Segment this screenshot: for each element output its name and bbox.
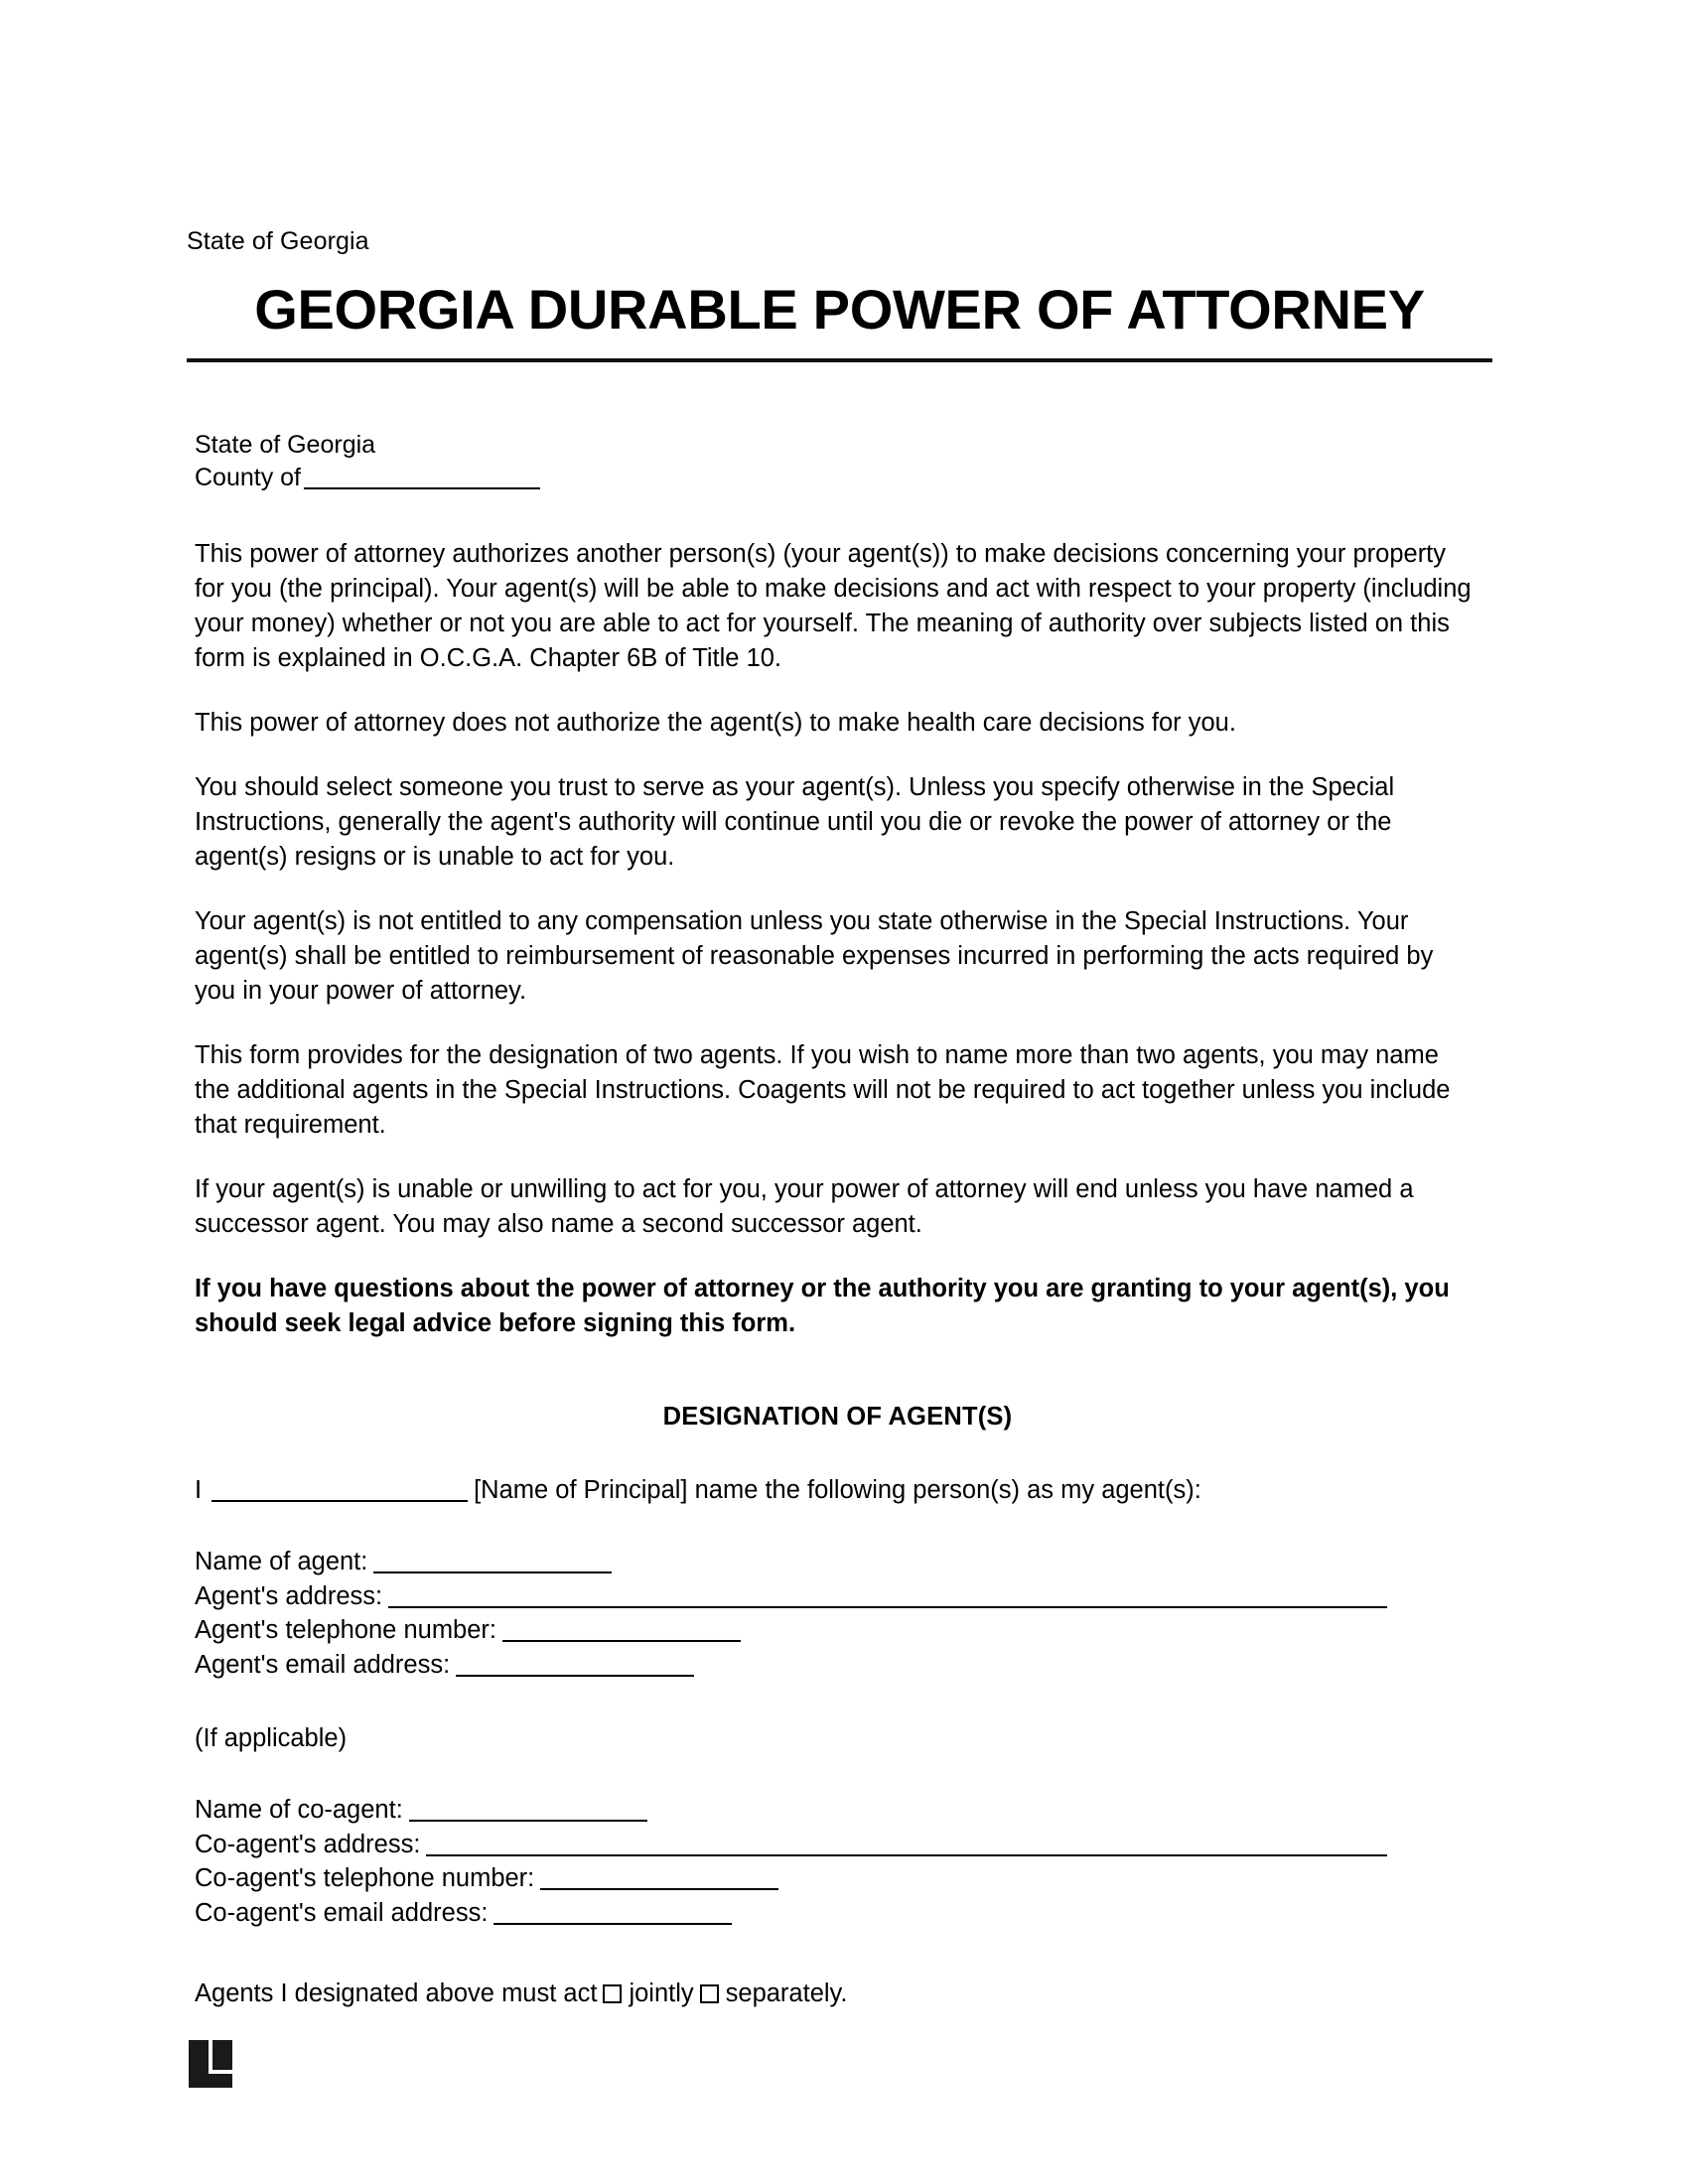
coagent-address-label: Co-agent's address:	[195, 1830, 421, 1858]
agent-phone-label: Agent's telephone number:	[195, 1616, 496, 1644]
agent-address-field[interactable]	[388, 1606, 1387, 1608]
if-applicable-note: (If applicable)	[195, 1724, 348, 1752]
principal-name-field[interactable]	[211, 1500, 468, 1502]
page-title: GEORGIA DURABLE POWER OF ATTORNEY	[254, 278, 1425, 341]
agent-email-field[interactable]	[456, 1675, 694, 1677]
checkbox-jointly[interactable]	[603, 1984, 622, 2003]
paragraph-two-agents: This form provides for the designation of two agents. If you wish to name more than two agents, you may name the additional agents in the Special Instructions. Coagents will not be required to act together unless you include that requirement.	[195, 1041, 1451, 1139]
agents-act-prefix: Agents I designated above must act	[195, 1979, 598, 2007]
label-separately: separately.	[725, 1979, 848, 2007]
principal-designation-row	[195, 1473, 1480, 1507]
coagent-field-group	[195, 1793, 1480, 1930]
venue-county-label: County of	[195, 464, 302, 491]
coagent-phone-row	[195, 1861, 1480, 1896]
paragraph-agent-trust: You should select someone you trust to serve as your agent(s). Unless you specify otherwise in the Special Instructions, generally the agent's authority will continue until you die or revoke the power of attorney or the agent(s) resigns or is unable to act for you.	[195, 773, 1395, 871]
label-jointly: jointly	[629, 1979, 694, 2007]
paragraph-compensation: Your agent(s) is not entitled to any compensation unless you state otherwise in the Special Instructions. Your agent(s) shall be entitled to reimbursement of reasonable expenses incurred in performing the acts required by you in your power of attorney.	[195, 907, 1434, 1005]
coagent-email-field[interactable]	[493, 1923, 732, 1925]
section-heading-designation: DESIGNATION OF AGENT(S)	[662, 1403, 1013, 1431]
coagent-phone-field[interactable]	[540, 1888, 778, 1890]
agent-name-label: Name of agent:	[195, 1548, 368, 1575]
agent-phone-field[interactable]	[502, 1640, 741, 1642]
principal-prefix: I	[195, 1476, 203, 1504]
coagent-name-row	[195, 1793, 1480, 1828]
agent-name-row	[195, 1545, 1480, 1579]
document-body	[195, 429, 1480, 2010]
legal-templates-logo-icon	[189, 2040, 236, 2088]
agent-field-group	[195, 1545, 1480, 1682]
paragraph-health-care-exclusion: This power of attorney does not authorize the agent(s) to make health care decisions for you.	[195, 709, 1236, 737]
coagent-address-field[interactable]	[426, 1854, 1387, 1856]
venue-county-row	[195, 462, 1480, 494]
document-header	[187, 226, 1492, 362]
coagent-phone-label: Co-agent's telephone number:	[195, 1864, 535, 1892]
coagent-address-row	[195, 1828, 1480, 1862]
coagent-email-label: Co-agent's email address:	[195, 1898, 489, 1927]
agent-email-row	[195, 1648, 1480, 1683]
venue-state: State of Georgia	[195, 431, 376, 459]
coagent-name-field[interactable]	[409, 1820, 647, 1822]
title-divider	[187, 358, 1492, 362]
agent-phone-row	[195, 1613, 1480, 1648]
county-field[interactable]	[304, 487, 540, 489]
coagent-name-label: Name of co-agent:	[195, 1796, 403, 1824]
agent-email-label: Agent's email address:	[195, 1650, 451, 1679]
agents-act-mode-row	[195, 1977, 1480, 2010]
agent-name-field[interactable]	[373, 1571, 612, 1573]
paragraph-authorization: This power of attorney authorizes another person(s) (your agent(s)) to make decisions concerning your property for you (the principal). Your agent(s) will be able to make decisions and act with respect to your property (including your money) whether or not you are able to act for yourself. The meaning of authority over subjects listed on this form is explained in O.C.G.A. Chapter 6B of Title 10.	[195, 540, 1472, 672]
agent-address-label: Agent's address:	[195, 1581, 383, 1610]
header-state-label: State of Georgia	[187, 227, 369, 255]
checkbox-separately[interactable]	[700, 1984, 719, 2003]
coagent-email-row	[195, 1896, 1480, 1931]
principal-suffix: [Name of Principal] name the following person(s) as my agent(s):	[474, 1476, 1201, 1504]
paragraph-legal-advice-notice: If you have questions about the power of attorney or the authority you are granting to your agent(s), you should seek legal advice before signing this form.	[195, 1275, 1450, 1337]
agent-address-row	[195, 1579, 1480, 1614]
paragraph-successor-agent: If your agent(s) is unable or unwilling to act for you, your power of attorney will end unless you have named a successor agent. You may also name a second successor agent.	[195, 1175, 1414, 1238]
